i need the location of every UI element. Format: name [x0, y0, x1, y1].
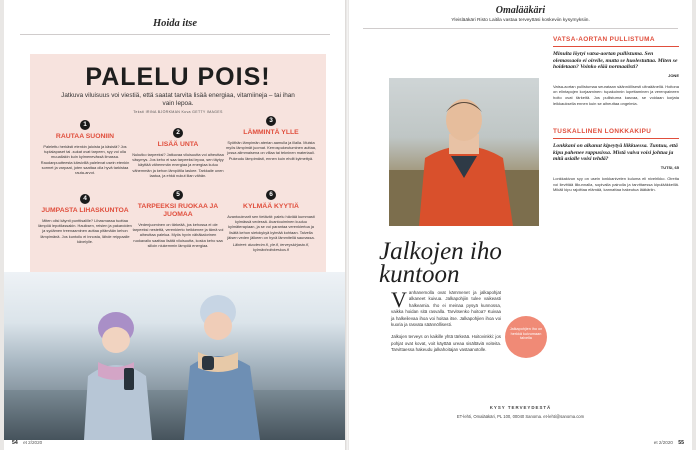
section-divider	[363, 28, 678, 29]
tip-3	[224, 116, 318, 161]
tip-heading: RAUTAA SUONIIN	[55, 133, 115, 140]
article-body	[391, 287, 501, 354]
tip-2	[131, 128, 225, 178]
qa-question: Minulta löytyi vatsa-aortan pullistuma. Sen olemassaolo ei oireile, mutta se huolestuttaa. Miten se hoidetaan? Voinko elää normaalisti?	[553, 51, 678, 71]
tip-number: 5	[173, 190, 183, 200]
doctor-portrait	[389, 78, 539, 226]
page-title: PALELU POIS!	[85, 63, 271, 91]
tip-4	[38, 194, 132, 244]
tip-heading: KYLMÄÄ KYYTIÄ	[243, 203, 299, 210]
tip-6	[224, 190, 318, 252]
tips-panel	[30, 54, 326, 284]
qa-signature: JONE	[668, 72, 679, 78]
left-page	[4, 0, 346, 450]
ask-contact: ET-lehti, Omalääkäri, PL 100, 00040 Sanoma. et-lehti@sanoma.com	[456, 414, 585, 419]
qa-answer: Vatsa-aortan pullistumaa seurataan säännöllisesti ultraäänellä. Hoitona on elintapojen korjaaminen: tupakoinnin lopettaminen ja verenpaineen hoito ovat tärkeitä. Jos pullistuma kasvaa, se voidaan korjata leikkauksella ennen kuin se aiheuttaa ongelmia.	[553, 83, 679, 106]
pull-quote-circle: Jalkapohjien iho on herkkä kuivumaan talvella	[505, 316, 547, 358]
qa-sidebar	[553, 36, 679, 193]
tip-5	[131, 190, 225, 248]
tip-number: 2	[173, 128, 183, 138]
tip-heading: LISÄÄ UNTA	[157, 141, 199, 148]
doctor-photo-illustration	[389, 78, 539, 226]
tip-number: 4	[80, 194, 90, 204]
tip-body: Miten olisi käynti punttisalille? Lihasmassa tuottaa lämpöä lepotilassakin. Hauiksen, reisien ja pakaroiden ja sydämen treenaaminen auttaa pitämään kehon lämpimänä. Jos kuntoilu ei innosta, lähde reippaalle kävelylle.	[38, 218, 132, 244]
page-number: 54	[12, 440, 18, 446]
magazine-issue: et 2/2020	[653, 440, 673, 445]
sources: Lähteet: duodecim.fi, yle.fi, terveyskirjasto.fi, kylmänhoitokeskus.fi	[232, 242, 310, 253]
section-title: Omalääkäri	[495, 5, 546, 16]
woman-with-cup-illustration	[170, 286, 272, 440]
ask-heading: KYSY TERVEYDESTÄ	[489, 405, 552, 410]
tip-number: 6	[266, 190, 276, 200]
right-page	[349, 0, 692, 450]
article-paragraph-2: Jalkojen terveys on kaikille yhtä tärkeää. Hoitovinkki: jos pohjat ovat kovat, voit käyttää ureaa sisältäviä voiteita. Tarvittaessa hakeudu jalkahoitajan vastaanotolle.	[391, 334, 501, 353]
qa-item-2	[553, 128, 679, 193]
qa-question: Lonkkani on alkanut kipeytyä liikkuessa. Tuntuu, että kipu pahenee rappusissa. Mistä vaiva voisi johtua ja mitä asialle voisi tehdä?	[553, 143, 678, 163]
page-number: 55	[678, 440, 684, 446]
magazine-issue: et 2/2020	[23, 440, 43, 445]
tip-number: 3	[266, 116, 276, 126]
tip-body: Palelettu herkästi etenkin jaloista ja käsistä? Jos tuplalapaset tai -sukat ovat tarpeen, syy voi olla muuallakin kuin kylmenevässä ilmassa. Raudanpuutteesta kärsivillä palelevat usein etenkin sormet ja varpaat, joten saattaa olla hyvä tarkistaa rauta-arvot.	[40, 144, 130, 176]
qa-signature: TUTSI, 65	[660, 164, 679, 170]
section-divider	[20, 34, 330, 35]
article-paragraph-1-text: anhanemolla ovat kämmenet ja jalkapohjat alkaneet kuivua. Jalkapohjiin tulee vaikeasti halkeamia. Iho ei meinaa pysyä kunnossa, vaikka hoidan sitä rasvalla. Tarvitsenko hoitoa? Kuivaa ja halkeilevaa ihoa voi hoitaa itse. Jalkapohjien ihoa voi kuoria ja rasvata säännöllisesti.	[391, 290, 501, 328]
drop-cap: V	[391, 287, 407, 312]
winter-photo	[4, 272, 346, 440]
article-headline: Jalkojen iho kuntoon	[379, 238, 502, 288]
section-subtitle: Yleislääkäri Risto Laitila vastaa terveyttäsi koskeviin kysymyksiin.	[451, 18, 590, 23]
tip-heading: JUMPASTA LIHASKUNTOA	[41, 207, 129, 214]
qa-heading: TUSKALLINEN LONKKAKIPU	[553, 128, 679, 139]
page-footer	[12, 440, 42, 446]
credit: Teksti IRINA BJÖRKMAN Kuva GETTY IMAGES	[133, 110, 223, 114]
qa-answer: Lonkkakivun syy on usein lonkkanivelen kuluma eli nivelrikko. Oireita voi lievittää liikunnalla, sopivalla painolla ja tarvittaessa kipulääkkeillä. Mikäli kipu rajoittaa elämää, kannattaa hakeutua lääkäriin.	[553, 175, 679, 193]
tip-body: Vedenjuominen on tärkeää, jos kehossa ei ole tarpeeksi nestettä, verenkierto heikkenee ja tämä voi aiheuttaa palelua. Myös hyvin vähäkalorinen ruokavalio saattaa lisätä viluisuutta, koska keho saa silloin niukemmin lämpöä energiaa.	[132, 222, 224, 248]
tip-1	[38, 120, 132, 175]
tip-body: Avantouimarit sen tietävät: palelu häviää kummasti kylmässä vedessä. Avantouiminen kuuluu kylmäterapiaan, ja se voi parantaa verenkiertoa ja lisätä kehon sietokykyä kylmää kohtaan. Talvella jäisen veden jälkeen on hyvä lämmitellä saunassa.	[227, 214, 315, 240]
tip-number: 1	[80, 120, 90, 130]
lede: Jatkuva viluisuus voi viestiä, että saatat tarvita lisää energiaa, vitamiineja – tai ihan vain lepoa.	[61, 92, 295, 107]
tip-body: Syöthän lämpimän aterian aamulla ja illalla. Muista myös lämpimät juomat. Kerrospukeutuminen auttaa, jossa alimmaisena on villaa tai tekninen materiaali. Pukeudu lämpimästi, ennen kuin ehdit kylmettyä.	[226, 140, 316, 161]
article-paragraph-1	[391, 287, 501, 328]
qa-heading: VATSA-AORTAN PULLISTUMA	[553, 36, 679, 47]
tip-heading: LÄMMINTÄ YLLE	[243, 129, 299, 136]
section-title: Hoida itse	[152, 18, 198, 29]
tip-heading: TARPEEKSI RUOKAA JA JUOMAA	[137, 203, 219, 218]
qa-item-1	[553, 36, 679, 106]
page-footer	[654, 440, 684, 446]
woman-with-thermos-illustration	[64, 306, 168, 440]
tip-body: Nukutko tarpeeksi? Jatkuvaa viluisuutta voi aiheuttaa väsymys. Jos keho ei saa tarpeeksi lepoa, sen täytyy käyttää vähemmän energiaa ja energiaa kuluu vähemmän ja kehon lämpötila laskee. Tarkkaile unen laatua, ja ehkä nukut liian vähän.	[132, 152, 224, 178]
